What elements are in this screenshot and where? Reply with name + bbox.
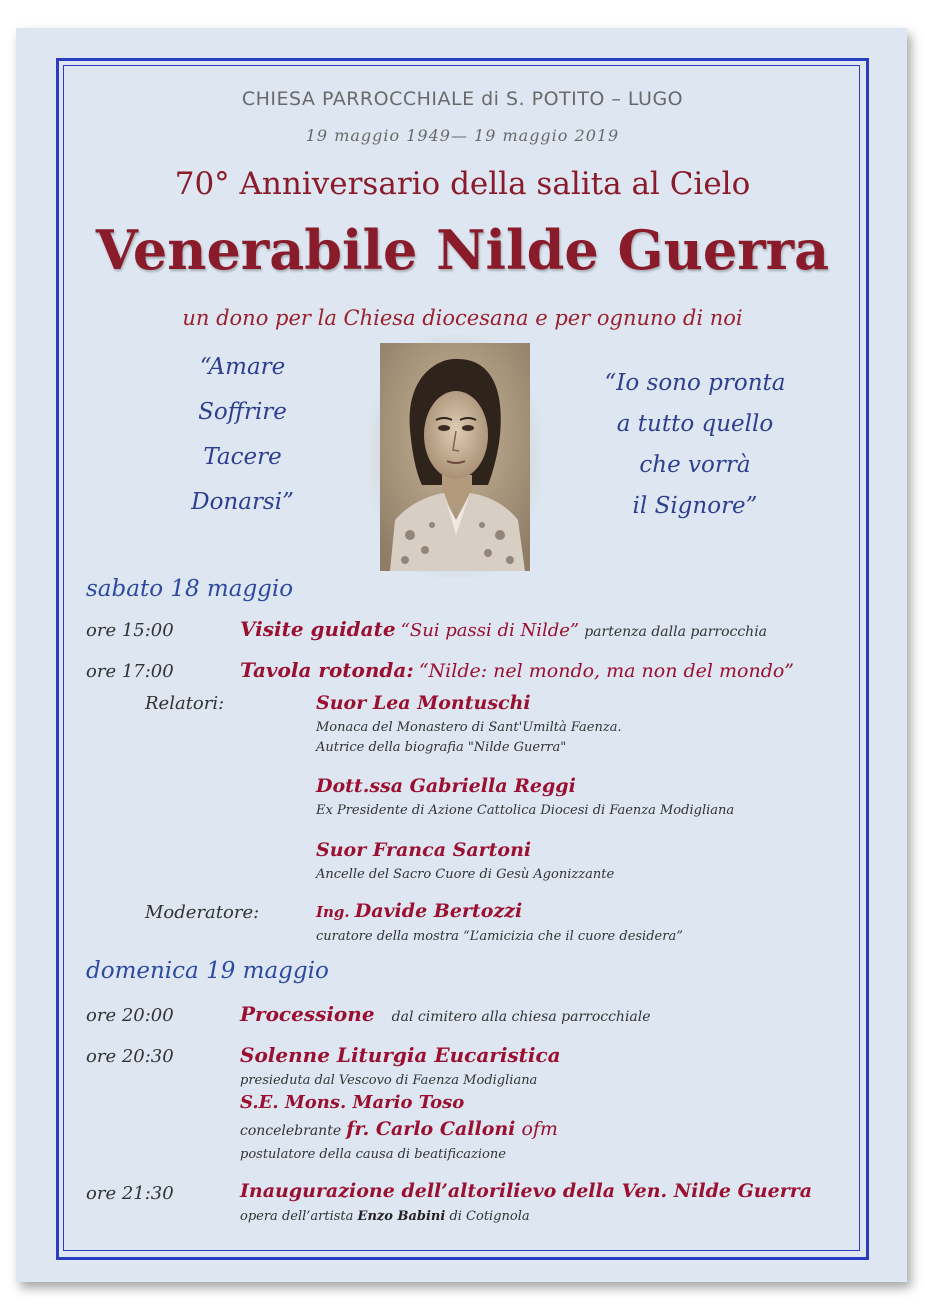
day-heading-sunday: domenica 19 maggio [86,958,329,984]
quote-right-line: a tutto quello [616,411,774,437]
artist-name: Enzo Babini [357,1209,446,1224]
quote-left-line: “Amare [199,354,286,380]
speaker-desc-line: Ex Presidente di Azione Cattolica Diocesi di Faenza Modigliana [316,803,735,818]
event-time: ore 21:30 [86,1183,174,1204]
moderator-label: Moderatore: [145,902,260,923]
event-time: ore 20:30 [86,1046,174,1067]
quote-right [585,363,805,527]
quote-left-line: Donarsi” [191,489,294,515]
speaker-desc-line: Monaca del Monastero di Sant'Umiltà Faenza. [316,720,622,735]
poster-title: Venerabile Nilde Guerra [95,218,830,282]
moderator-title: Ing. [316,903,350,921]
event-detail: presieduta dal Vescovo di Faenza Modigliana [240,1073,538,1088]
anniversary-number: 70° [174,166,230,202]
event-processione [240,1002,651,1026]
concelebrant-order: ofm [515,1118,558,1140]
event-title: Tavola rotonda: [240,658,414,682]
speaker-description [316,718,622,758]
speakers-label: Relatori: [145,693,225,714]
event-visite-guidate [240,617,767,641]
event-detail: postulatore della causa di beatificazione [240,1147,506,1162]
quote-right-line: il Signore” [632,493,758,519]
moderator-name-line [316,900,522,922]
event-time: ore 15:00 [86,620,174,641]
speaker-desc-line: Ancelle del Sacro Cuore di Gesù Agonizzante [316,867,615,882]
event-quote: “Sui passi di Nilde” [400,620,580,641]
event-note: partenza dalla parrocchia [584,624,768,640]
event-tavola-rotonda [240,658,794,682]
anniversary-line [0,166,925,202]
church-name: CHIESA PARROCCHIALE di S. POTITO – LUGO [241,88,684,110]
artist-pre: opera dell’artista [240,1209,358,1224]
quote-left-line: Soffrire [198,399,287,425]
bishop-name: S.E. Mons. Mario Toso [240,1092,465,1113]
poster-subtitle: un dono per la Chiesa diocesana e per ognuno di noi [182,306,743,330]
speaker-name: Suor Lea Montuschi [316,692,531,714]
artist-post: di Cotignola [445,1209,530,1224]
event-quote: “Nilde: nel mondo, ma non del mondo” [418,660,795,682]
event-title: Inaugurazione dell’altorilievo della Ven. Nilde Guerra [240,1180,813,1202]
quote-left [150,345,335,525]
concelebrant-name: fr. Carlo Calloni [346,1118,516,1140]
event-detail [240,1207,530,1227]
quote-left-line: Tacere [203,444,282,470]
concelebrant-label: concelebrante [240,1123,342,1139]
speaker-name: Suor Franca Sartoni [316,839,532,861]
anniversary-text: Anniversario della salita al Cielo [229,166,751,202]
commemoration-dates: 19 maggio 1949— 19 maggio 2019 [305,126,620,145]
speaker-name: Dott.ssa Gabriella Reggi [316,775,576,797]
speaker-desc-line: Autrice della biografia "Nilde Guerra" [316,740,567,755]
moderator-description: curatore della mostra “L’amicizia che il cuore desidera” [316,929,683,944]
portrait-photo [370,335,540,578]
event-title: Visite guidate [240,617,396,641]
concelebrant-line [240,1118,558,1141]
quote-right-line: “Io sono pronta [604,370,786,396]
event-time: ore 17:00 [86,661,174,682]
moderator-name: Davide Bertozzi [354,900,523,922]
event-title: Solenne Liturgia Eucaristica [240,1043,561,1067]
event-title: Processione [240,1002,375,1026]
event-note: dal cimitero alla chiesa parrocchiale [391,1009,651,1025]
quote-right-line: che vorrà [639,452,751,478]
portrait-drawing [370,335,540,578]
day-heading-saturday: sabato 18 maggio [86,576,294,602]
event-time: ore 20:00 [86,1005,174,1026]
